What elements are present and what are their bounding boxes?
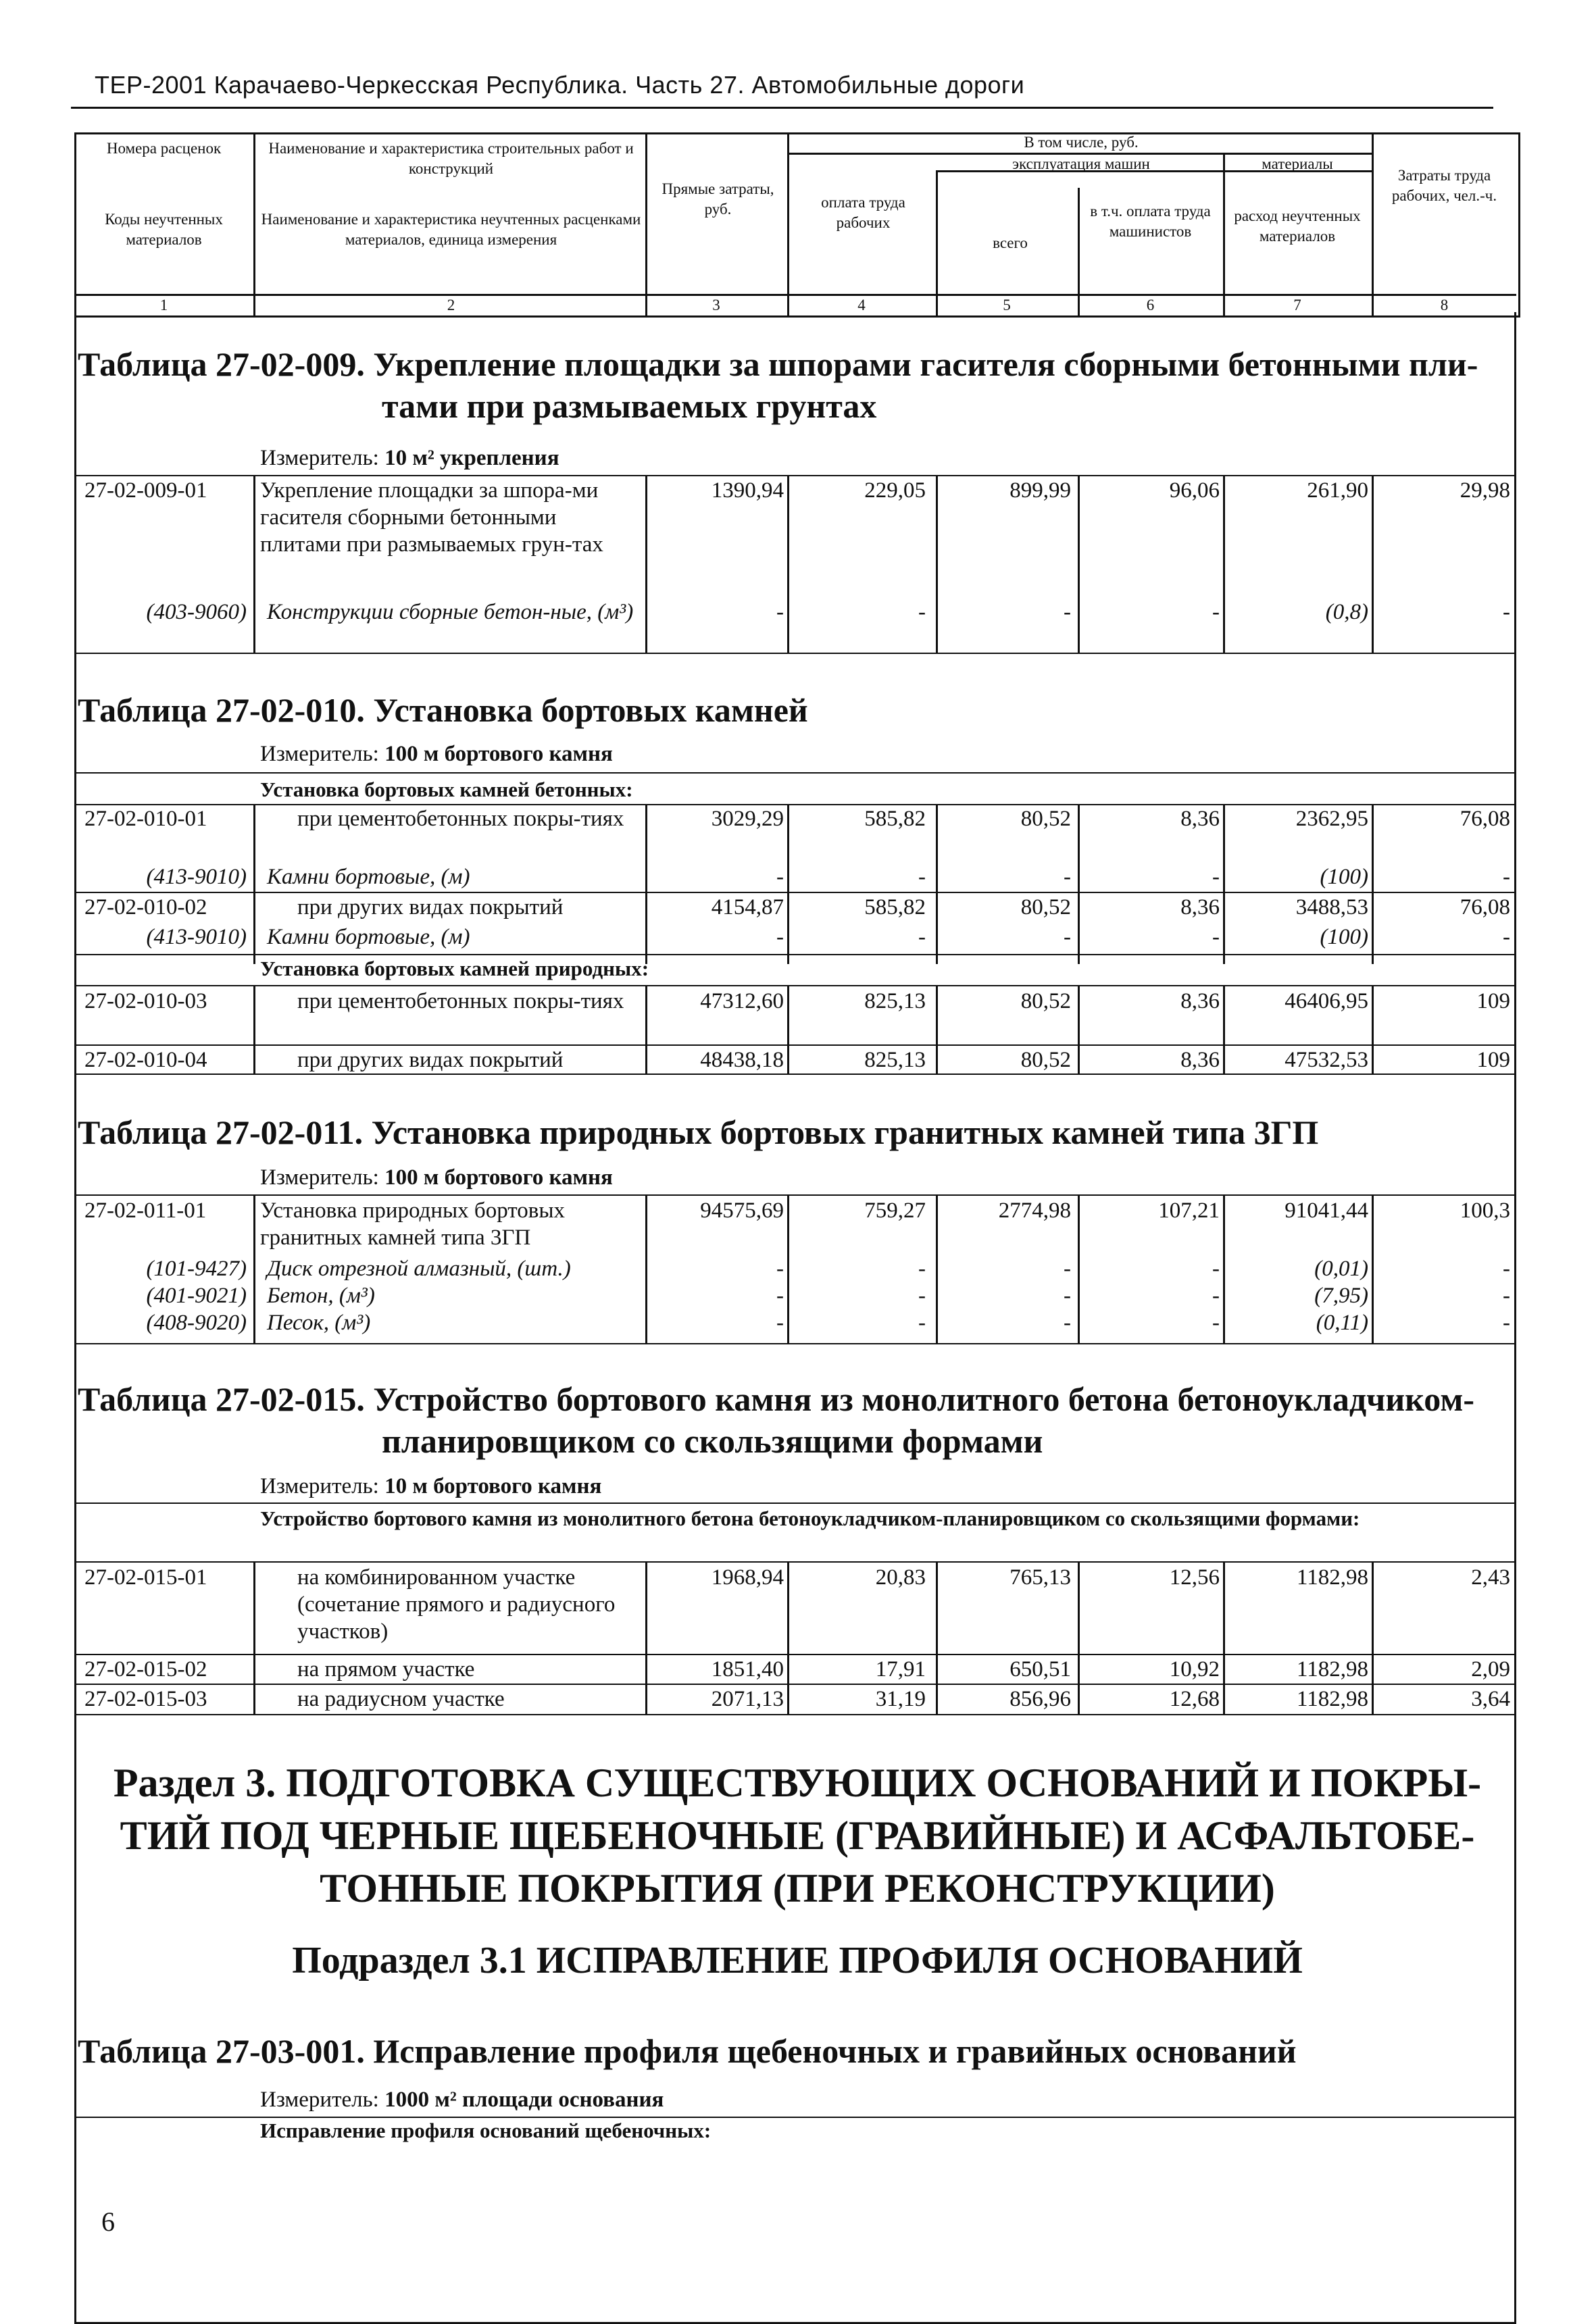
direct-costs: 48438,18	[700, 1048, 784, 1072]
labor-hours: -	[1503, 600, 1510, 624]
row-divider	[74, 1684, 1516, 1685]
machines-total: -	[1064, 600, 1071, 624]
divider	[1223, 154, 1225, 315]
page-header-title: ТЕР-2001 Карачаево-Черкесская Республика. Часть 27. Автомобильные дороги	[95, 71, 1025, 99]
rate-code: 27-02-010-03	[84, 989, 207, 1013]
row-divider	[74, 1714, 1516, 1715]
measure-unit: Измеритель: 100 м бортового камня	[260, 1165, 613, 1190]
materials: (100)	[1320, 865, 1368, 889]
material-code: (408-9020)	[146, 1311, 247, 1335]
table-title-27-02-015: Таблица 27-02-015. Устройство бортового камня из монолитного бетона бетоноукладчиком- планировщиком со скользящими формами	[78, 1380, 1475, 1460]
machinist-pay: 12,56	[1169, 1565, 1220, 1590]
col-header-machines: эксплуатация машин	[1012, 155, 1150, 172]
materials: (100)	[1320, 925, 1368, 949]
labor-pay: -	[918, 1311, 926, 1335]
col-number: 4	[857, 297, 866, 313]
materials: 47532,53	[1285, 1048, 1368, 1072]
rate-name: на комбинированном участке (сочетание прямого и радиусного участков)	[297, 1565, 616, 1644]
row-divider	[74, 475, 1516, 476]
material-code: (401-9021)	[146, 1284, 247, 1308]
page-number: 6	[101, 2206, 115, 2237]
labor-hours: 76,08	[1460, 807, 1510, 831]
machines-total: 80,52	[1020, 895, 1071, 919]
materials: (7,95)	[1314, 1284, 1368, 1308]
machinist-pay: -	[1212, 1284, 1220, 1308]
col-header-direct-costs: Прямые затраты, руб.	[662, 180, 774, 218]
machines-total: -	[1064, 1257, 1071, 1281]
divider	[1223, 1561, 1225, 1715]
direct-costs: -	[776, 1284, 784, 1308]
materials: (0,8)	[1325, 600, 1368, 624]
rate-code: 27-02-010-01	[84, 807, 207, 831]
divider	[787, 1561, 789, 1715]
col-number: 3	[712, 297, 720, 313]
material-name: Камни бортовые, (м)	[267, 925, 470, 949]
rate-name: при других видах покрытий	[297, 1048, 564, 1072]
machines-total: 80,52	[1020, 807, 1071, 831]
materials: 1182,98	[1296, 1657, 1368, 1682]
direct-costs: -	[776, 1311, 784, 1335]
labor-pay: -	[918, 1284, 926, 1308]
machines-total: 856,96	[1009, 1687, 1071, 1711]
material-name: Песок, (м³)	[267, 1311, 371, 1335]
row-divider	[74, 1073, 1516, 1075]
measure-unit: Измеритель: 10 м бортового камня	[260, 1474, 602, 1498]
divider	[1372, 132, 1374, 315]
material-code: (403-9060)	[146, 600, 247, 624]
direct-costs: 94575,69	[700, 1198, 784, 1223]
divider	[787, 985, 789, 1074]
row-divider	[74, 892, 1516, 893]
col-number: 8	[1440, 297, 1449, 313]
direct-costs: 3029,29	[711, 807, 784, 831]
machinist-pay: -	[1212, 1311, 1220, 1335]
labor-hours: 76,08	[1460, 895, 1510, 919]
col-header-material-usage: расход неучтенных материалов	[1234, 207, 1361, 245]
rate-code: 27-02-010-02	[84, 895, 207, 919]
labor-hours: 109	[1476, 1048, 1510, 1072]
labor-pay: 585,82	[864, 895, 926, 919]
rate-name: при цементобетонных покры-тиях	[297, 989, 624, 1013]
labor-hours: 100,3	[1460, 1198, 1510, 1223]
materials: 261,90	[1307, 478, 1368, 503]
rate-code: 27-02-011-01	[84, 1198, 207, 1223]
rate-name: при других видах покрытий	[297, 895, 564, 919]
divider	[253, 1561, 255, 1715]
divider	[1223, 475, 1225, 653]
col-number: 1	[159, 297, 168, 313]
materials: (0,11)	[1316, 1311, 1368, 1335]
labor-hours: 109	[1476, 989, 1510, 1013]
frame-right	[1514, 312, 1516, 2324]
rate-code: 27-02-010-04	[84, 1048, 207, 1072]
direct-costs: 1851,40	[711, 1657, 784, 1682]
rate-code: 27-02-009-01	[84, 478, 207, 503]
divider	[787, 475, 789, 653]
divider	[253, 985, 255, 1074]
machinist-pay: -	[1212, 1257, 1220, 1281]
col-header-codes-bottom: Коды неучтенных материалов	[105, 211, 223, 248]
divider	[1223, 985, 1225, 1074]
row-divider	[74, 1502, 1516, 1504]
rate-name: на радиусном участке	[297, 1687, 505, 1711]
labor-hours: -	[1503, 1257, 1510, 1281]
divider	[645, 132, 647, 315]
materials: 2362,95	[1295, 807, 1368, 831]
machines-total: -	[1064, 1284, 1071, 1308]
machinist-pay: 107,21	[1158, 1198, 1220, 1223]
measure-unit: Измеритель: 100 м бортового камня	[260, 742, 613, 766]
labor-hours: 29,98	[1460, 478, 1510, 503]
direct-costs: 1968,94	[711, 1565, 784, 1590]
divider	[1078, 188, 1080, 315]
row-divider	[74, 985, 1516, 986]
table-title-27-03-001: Таблица 27-03-001. Исправление профиля щебеночных и гравийных оснований	[78, 2032, 1297, 2070]
labor-pay: 759,27	[864, 1198, 926, 1223]
machines-total: -	[1064, 925, 1071, 949]
frame-left	[74, 312, 76, 2324]
machinist-pay: 8,36	[1180, 895, 1220, 919]
col-number: 5	[1003, 297, 1011, 313]
machinist-pay: -	[1212, 600, 1220, 624]
labor-pay: 229,05	[864, 478, 926, 503]
machines-total: 765,13	[1009, 1565, 1071, 1590]
labor-pay: -	[918, 1257, 926, 1281]
col-number: 7	[1293, 297, 1301, 313]
labor-hours: 2,09	[1471, 1657, 1510, 1682]
machinist-pay: 12,68	[1169, 1687, 1220, 1711]
machinist-pay: 10,92	[1169, 1657, 1220, 1682]
divider	[1223, 1194, 1225, 1344]
materials: 1182,98	[1296, 1687, 1368, 1711]
materials: (0,01)	[1314, 1257, 1368, 1281]
machines-total: -	[1064, 1311, 1071, 1335]
labor-hours: 2,43	[1471, 1565, 1510, 1590]
table-title-27-02-011: Таблица 27-02-011. Установка природных бортовых гранитных камней типа 3ГП	[78, 1113, 1319, 1151]
rate-name: при цементобетонных покры-тиях	[297, 807, 624, 831]
divider	[1223, 804, 1225, 964]
machines-total: 650,51	[1009, 1657, 1071, 1682]
direct-costs: 1390,94	[711, 478, 784, 503]
direct-costs: 47312,60	[700, 989, 784, 1013]
labor-pay: 825,13	[864, 989, 926, 1013]
machines-total: -	[1064, 865, 1071, 889]
rate-code: 27-02-015-02	[84, 1657, 207, 1682]
col-header-machines-total: всего	[993, 234, 1028, 251]
labor-pay: 20,83	[875, 1565, 926, 1590]
labor-hours: -	[1503, 925, 1510, 949]
group-label: Установка бортовых камней бетонных:	[260, 778, 633, 801]
direct-costs: -	[776, 865, 784, 889]
material-name: Камни бортовые, (м)	[267, 865, 470, 889]
rate-name: Установка природных бортовых гранитных камней типа 3ГП	[260, 1198, 566, 1250]
labor-pay: -	[918, 925, 926, 949]
divider	[253, 132, 255, 315]
col-header-name-bottom: Наименование и характеристика неучтенных расценками материалов, единица измерения	[261, 211, 641, 248]
col-header-labor-pay: оплата труда рабочих	[821, 194, 905, 231]
labor-pay: 17,91	[875, 1657, 926, 1682]
rate-code: 27-02-015-01	[84, 1565, 207, 1590]
labor-pay: -	[918, 600, 926, 624]
labor-hours: -	[1503, 1311, 1510, 1335]
materials: 46406,95	[1285, 989, 1368, 1013]
material-code: (413-9010)	[146, 925, 247, 949]
labor-pay: 31,19	[875, 1687, 926, 1711]
material-code: (101-9427)	[146, 1257, 247, 1281]
section-heading: Раздел 3. ПОДГОТОВКА СУЩЕСТВУЮЩИХ ОСНОВАНИЙ И ПОКРЫ- ТИЙ ПОД ЧЕРНЫЕ ЩЕБЕНОЧНЫЕ (ГРАВИЙНЫЕ) И АСФАЛЬТОБЕ- ТОННЫЕ ПОКРЫТИЯ (ПРИ РЕКОНСТРУКЦИИ)	[113, 1761, 1482, 1911]
machines-total: 899,99	[1009, 478, 1071, 503]
col-number: 6	[1146, 297, 1155, 313]
col-header-materials: материалы	[1262, 155, 1333, 172]
machines-total: 80,52	[1020, 1048, 1071, 1072]
labor-hours: -	[1503, 865, 1510, 889]
row-divider	[74, 1561, 1516, 1563]
group-label: Установка бортовых камней природных:	[260, 957, 649, 980]
labor-pay: 585,82	[864, 807, 926, 831]
direct-costs: -	[776, 925, 784, 949]
divider	[787, 804, 789, 964]
labor-hours: -	[1503, 1284, 1510, 1308]
col-header-machinist-pay: в т.ч. оплата труда машинистов	[1090, 203, 1211, 240]
row-divider	[74, 1343, 1516, 1344]
materials: 91041,44	[1285, 1198, 1368, 1223]
material-name: Бетон, (м³)	[267, 1284, 375, 1308]
row-divider	[74, 1044, 1516, 1046]
subsection-heading: Подраздел 3.1 ИСПРАВЛЕНИЕ ПРОФИЛЯ ОСНОВАНИЙ	[292, 1940, 1303, 1981]
machinist-pay: -	[1212, 865, 1220, 889]
direct-costs: 2071,13	[711, 1687, 784, 1711]
table-title-27-02-009: Таблица 27-02-009. Укрепление площадки за шпорами гасителя сборными бетонными пли- тами при размываемых грунтах	[78, 345, 1478, 425]
col-header-labor-hours: Затраты труда рабочих, чел.-ч.	[1391, 167, 1497, 204]
col-header-name-top: Наименование и характеристика строительных работ и конструкций	[268, 140, 634, 177]
row-divider	[74, 954, 1516, 955]
col-header-codes-top: Номера расценок	[106, 140, 222, 157]
machines-total: 2774,98	[998, 1198, 1071, 1223]
machinist-pay: 8,36	[1180, 1048, 1220, 1072]
col-header-including: В том числе, руб.	[1024, 134, 1139, 151]
material-name: Конструкции сборные бетон-ные, (м³)	[267, 600, 634, 624]
labor-hours: 3,64	[1471, 1687, 1510, 1711]
divider	[787, 1194, 789, 1344]
measure-unit: Измеритель: 1000 м² площади основания	[260, 2088, 664, 2112]
divider	[253, 804, 255, 964]
row-divider	[74, 653, 1516, 654]
materials: 1182,98	[1296, 1565, 1368, 1590]
row-divider	[74, 1194, 1516, 1196]
machinist-pay: 96,06	[1169, 478, 1220, 503]
header-rule	[71, 107, 1493, 109]
machines-total: 80,52	[1020, 989, 1071, 1013]
rate-code: 27-02-015-03	[84, 1687, 207, 1711]
table-title-27-02-010: Таблица 27-02-010. Установка бортовых камней	[78, 691, 808, 729]
direct-costs: -	[776, 1257, 784, 1281]
measure-unit: Измеритель: 10 м² укрепления	[260, 446, 559, 470]
material-code: (413-9010)	[146, 865, 247, 889]
machinist-pay: 8,36	[1180, 807, 1220, 831]
materials: 3488,53	[1295, 895, 1368, 919]
divider	[253, 475, 255, 653]
divider	[787, 132, 789, 315]
direct-costs: -	[776, 600, 784, 624]
rate-name: Укрепление площадки за шпора-ми гасителя сборными бетонными плитами при размываемых грун-тах	[260, 478, 603, 557]
labor-pay: 825,13	[864, 1048, 926, 1072]
divider	[253, 1194, 255, 1344]
group-label: Устройство бортового камня из монолитного бетона бетоноукладчиком-планировщиком со скользящими формами:	[260, 1507, 1360, 1530]
machinist-pay: 8,36	[1180, 989, 1220, 1013]
col-number: 2	[447, 297, 455, 313]
row-divider	[74, 772, 1516, 774]
labor-pay: -	[918, 865, 926, 889]
rate-name: на прямом участке	[297, 1657, 475, 1682]
group-label: Исправление профиля оснований щебеночных:	[260, 2119, 712, 2142]
row-divider	[74, 1654, 1516, 1655]
direct-costs: 4154,87	[711, 895, 784, 919]
machinist-pay: -	[1212, 925, 1220, 949]
material-name: Диск отрезной алмазный, (шт.)	[267, 1257, 571, 1281]
